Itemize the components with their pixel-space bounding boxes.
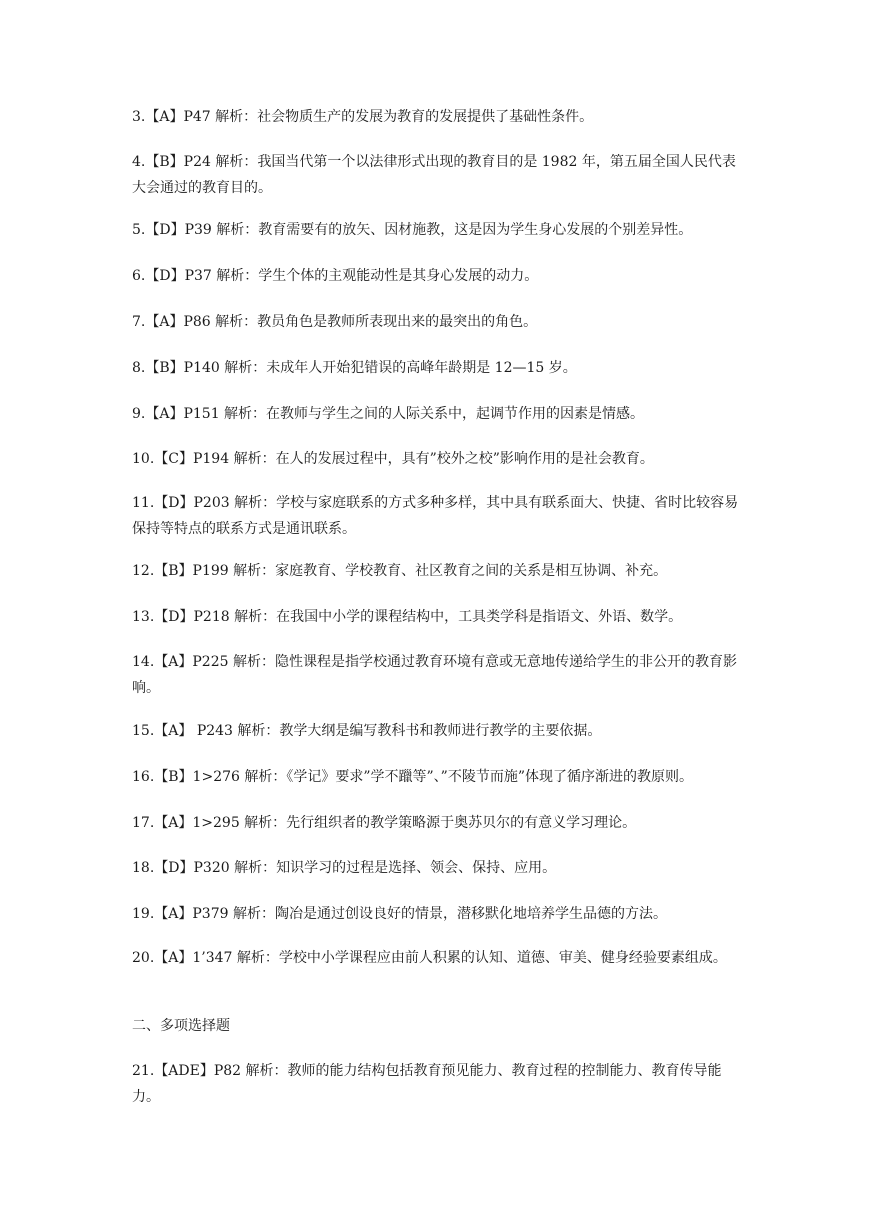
answer-7: 7.【A】P86 解析：教员角色是教师所表现出来的最突出的角色。	[132, 314, 538, 330]
answer-5: 5.【D】P39 解析：教育需要有的放矢、因材施教，这是因为学生身心发展的个别差异性。	[132, 222, 693, 238]
answer-20: 20.【A】1’347 解析：学校中小学课程应由前人积累的认知、道德、审美、健身经验要素组成。	[132, 950, 727, 966]
answer-21: 21.【ADE】P82 解析：教师的能力结构包括教育预见能力、教育过程的控制能力、教育传导能力。	[132, 1063, 722, 1105]
answer-11: 11.【D】P203 解析：学校与家庭联系的方式多种多样，其中具有联系面大、快捷、省时比较容易保持等特点的联系方式是通讯联系。	[132, 495, 739, 537]
answer-12: 12.【B】P199 解析：家庭教育、学校教育、社区教育之间的关系是相互协调、补充。	[132, 563, 668, 579]
answer-6: 6.【D】P37 解析：学生个体的主观能动性是其身心发展的动力。	[132, 268, 539, 284]
answer-17: 17.【A】1>295 解析：先行组织者的教学策略源于奥苏贝尔的有意义学习理论。	[132, 815, 637, 831]
answer-13: 13.【D】P218 解析：在我国中小学的课程结构中，工具类学科是指语文、外语、数学。	[132, 609, 683, 625]
answer-16: 16.【B】1>276 解析：《学记》要求”学不躐等”、”不陵节而施”体现了循序渐进的教原则。	[132, 769, 693, 785]
answer-14: 14.【A】P225 解析：隐性课程是指学校通过教育环境有意或无意地传递给学生的非公开的教育影响。	[132, 654, 737, 696]
answer-15: 15.【A】 P243 解析：教学大纲是编写教科书和教师进行教学的主要依据。	[132, 723, 602, 739]
section-heading: 二、多项选择题	[132, 1018, 230, 1034]
answer-18: 18.【D】P320 解析：知识学习的过程是选择、领会、保持、应用。	[132, 860, 557, 876]
answer-9: 9.【A】P151 解析：在教师与学生之间的人际关系中，起调节作用的因素是情感。	[132, 406, 645, 422]
answer-19: 19.【A】P379 解析：陶冶是通过创设良好的情景，潜移默化地培养学生品德的方法。	[132, 906, 667, 922]
answer-4: 4.【B】P24 解析：我国当代第一个以法律形式出现的教育目的是 1982 年，第五届全国人民代表大会通过的教育目的。	[132, 154, 736, 196]
answer-10: 10.【C】P194 解析：在人的发展过程中，具有”校外之校”影响作用的是社会教育。	[132, 451, 654, 467]
answer-8: 8.【B】P140 解析：未成年人开始犯错误的高峰年龄期是 12—15 岁。	[132, 360, 577, 376]
answer-3: 3.【A】P47 解析：社会物质生产的发展为教育的发展提供了基础性条件。	[132, 109, 594, 125]
